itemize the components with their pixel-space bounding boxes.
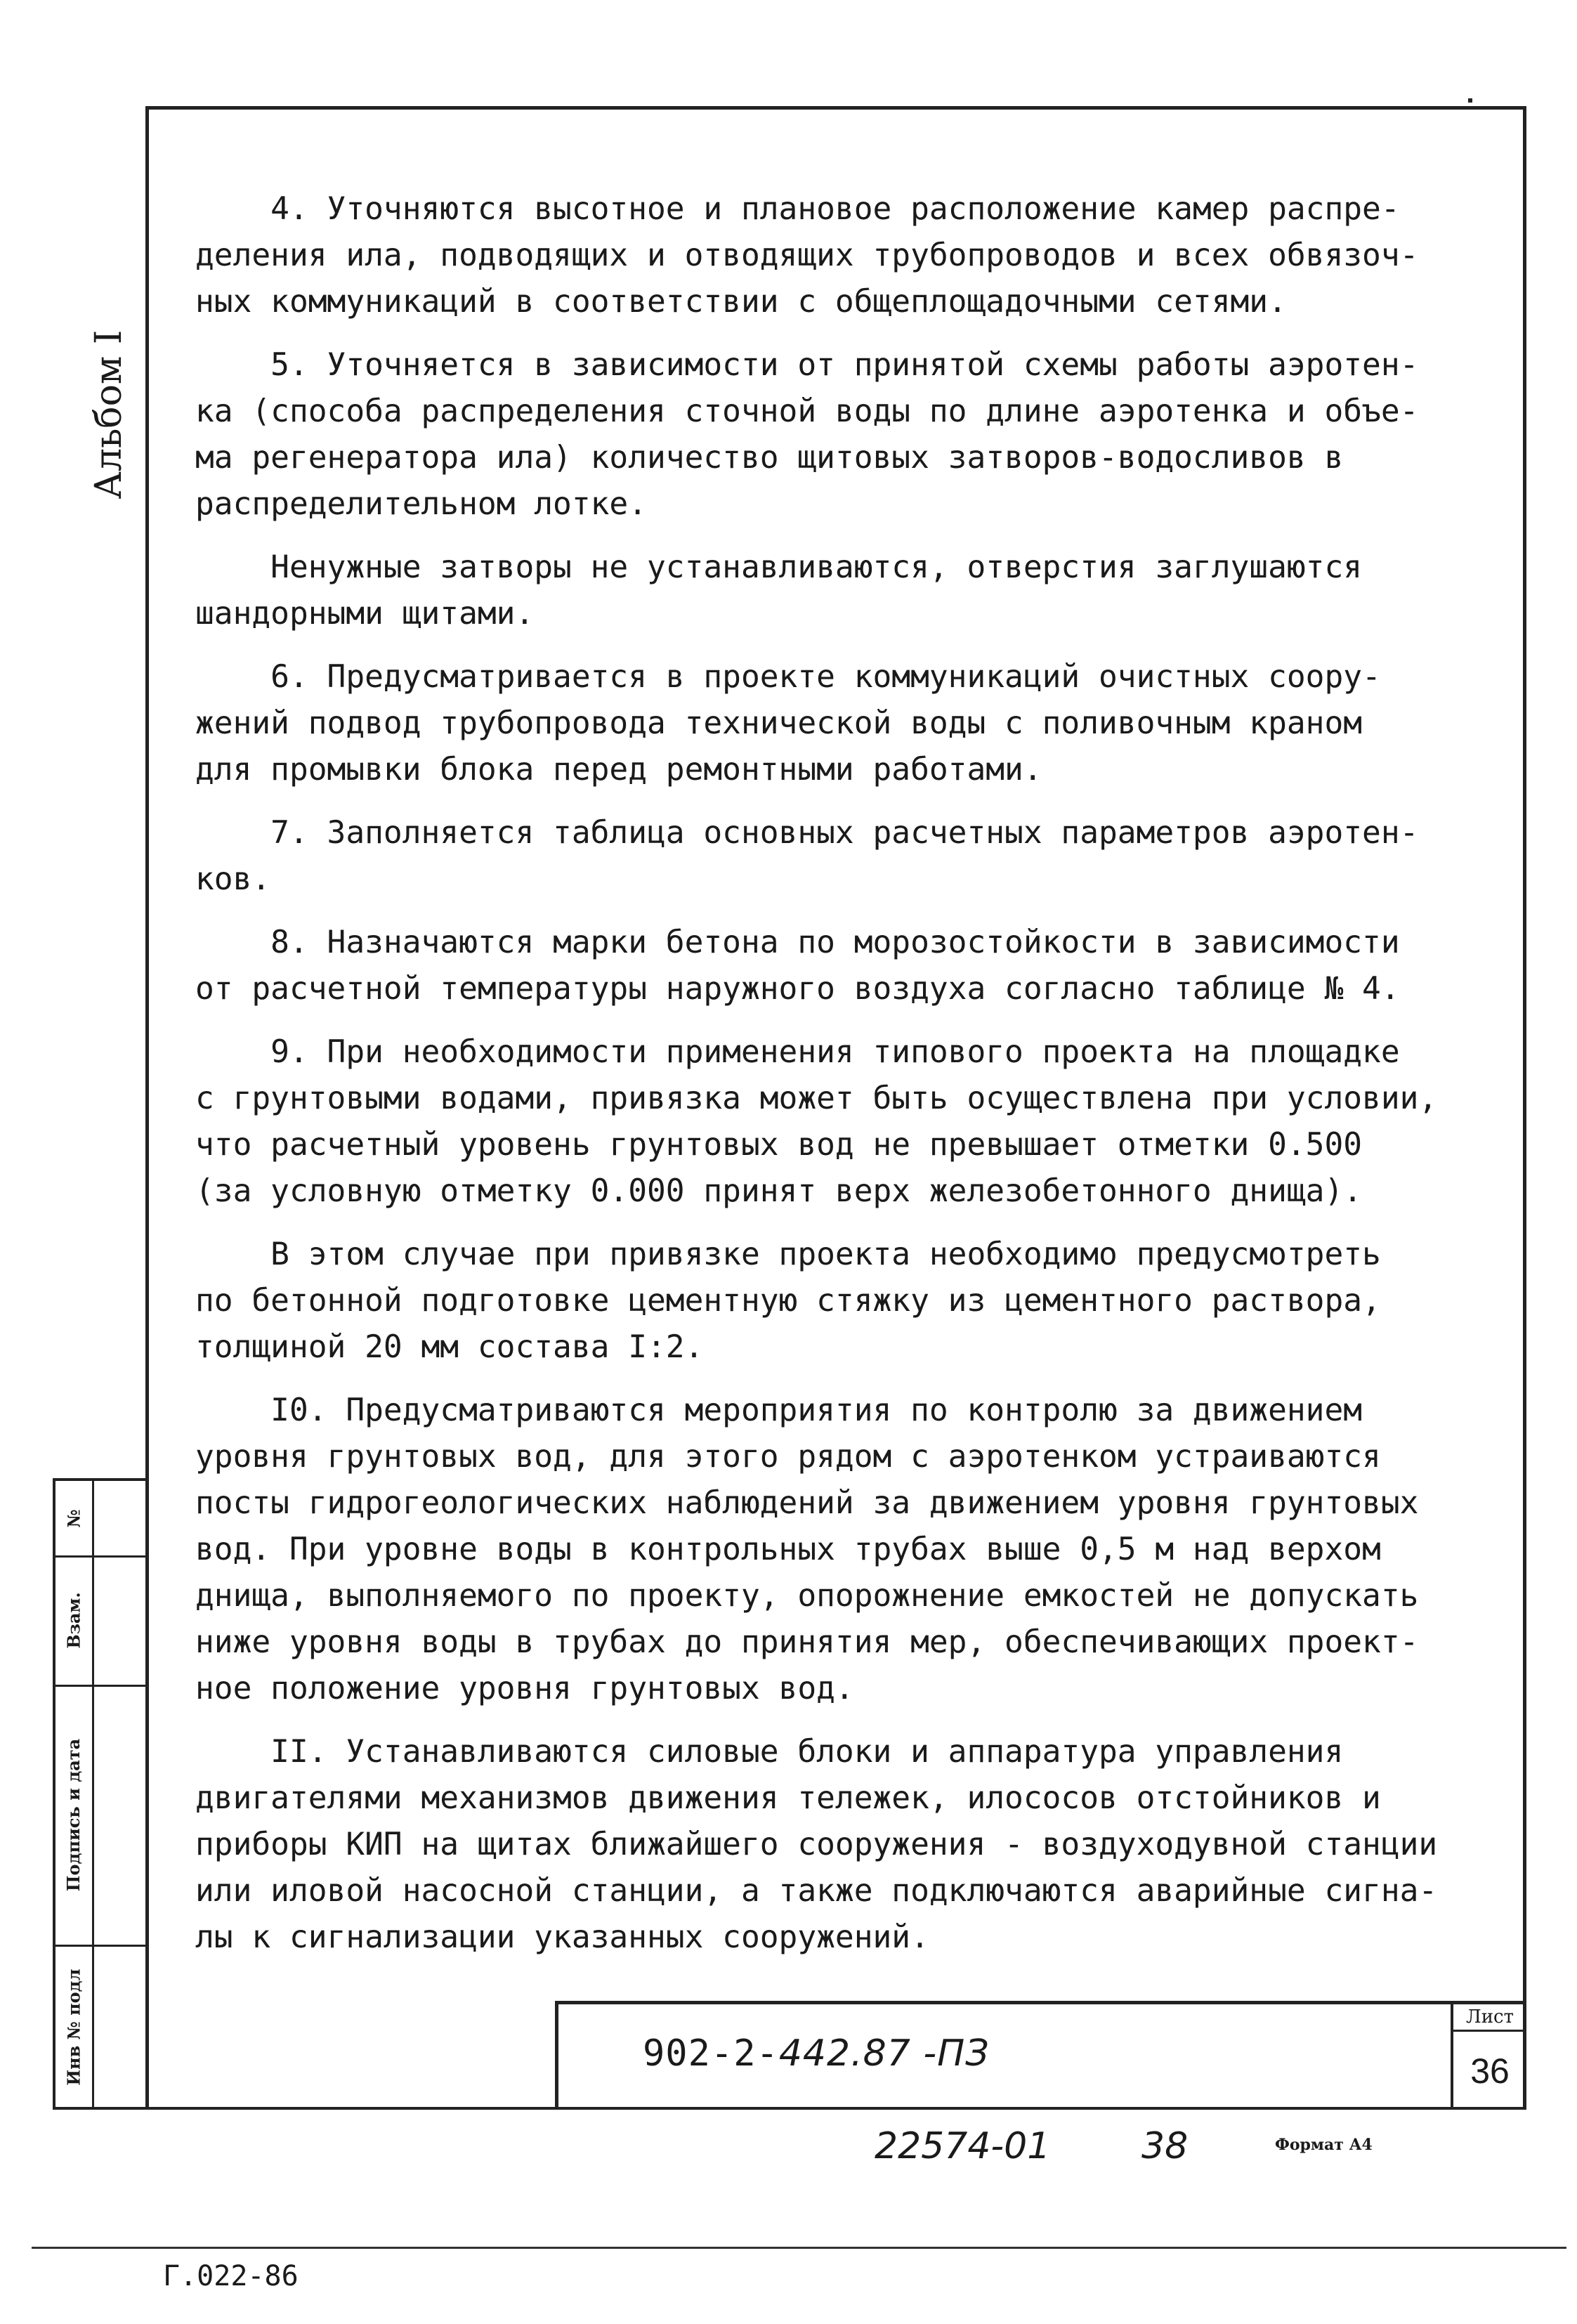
bottom-rule: [32, 2247, 1566, 2249]
paragraph-5-note: Ненужные затворы не устанавливаются, отверстия заглушаются шандорными щитами.: [195, 549, 1363, 632]
paragraph-10: I0. Предусматриваются мероприятия по контролю за движением уровня грунтовых вод, для этого рядом с аэротенком устраиваются посты гидрогеологических наблюдений за движением уровня грунтовых вод. При уровне воды в контрольных трубах выше 0,5 м над верхом днища, выполняемого по проекту, опорожнение емкостей не допускать ниже уровня воды в трубах до принятия мер, обеспечивающих проект- ное положение уровня грунтовых вод.: [195, 1392, 1419, 1706]
paragraph-7: 7. Заполняется таблица основных расчетных параметров аэротен- ков.: [195, 815, 1419, 897]
corner-mark: [1468, 98, 1472, 103]
document-body: [195, 186, 1495, 1978]
paragraph-9-note: В этом случае при привязке проекта необходимо предусмотреть по бетонной подготовке цементную стяжку из цементного раствора, толщиной 20 мм состава I:2.: [195, 1236, 1381, 1365]
stamp-divider: [92, 1481, 94, 2107]
sheet-label: Лист: [1466, 2006, 1514, 2028]
stamp-inventory-label: Инв № подл: [63, 1969, 84, 2086]
stamp-signature-label: Подпись и дата: [63, 1738, 84, 1891]
stamp-strip: [53, 1478, 145, 2110]
page-count: 38: [1141, 2125, 1189, 2167]
document-code: 902-2-442.87 -ПЗ: [643, 2032, 990, 2075]
paragraph-4: 4. Уточняются высотное и плановое расположение камер распре- деления ила, подводящих и отводящих трубопроводов и всех обвязоч- ных коммуникаций в соответствии с общеплощадочными сетями.: [195, 191, 1419, 320]
stamp-vzam-label: Взам.: [63, 1591, 84, 1649]
paragraph-5: 5. Уточняется в зависимости от принятой схемы работы аэротен- ка (способа распределения сточной воды по длине аэротенка и объе- ма регенератора ила) количество щитовых затворов-водосливов в распределительном лотке.: [195, 347, 1419, 522]
format-label: Формат А4: [1275, 2136, 1373, 2154]
form-code: Г.022-86: [163, 2260, 299, 2292]
paragraph-8: 8. Назначаются марки бетона по морозостойкости в зависимости от расчетной температуры наружного воздуха согласно таблице № 4.: [195, 925, 1400, 1007]
paragraph-6: 6. Предусматривается в проекте коммуникаций очистных соору- жений подвод трубопровода технической воды с поливочным краном для промывки блока перед ремонтными работами.: [195, 659, 1381, 788]
sheet-number: 36: [1470, 2051, 1510, 2091]
inventory-number: 22574-01: [875, 2125, 1051, 2167]
title-block-divider: [1451, 2030, 1523, 2032]
album-label: Альбом I: [88, 329, 130, 500]
stamp-no-label: №: [63, 1508, 84, 1528]
title-block: [555, 2001, 1526, 2110]
paragraph-9: 9. При необходимости применения типового проекта на площадке с грунтовыми водами, привязка может быть осуществлена при условии, что расчетный уровень грунтовых вод не превышает отметки 0.500 (за условную отметку 0.000 принят верх железобетонного днища).: [195, 1034, 1438, 1209]
paragraph-11: II. Устанавливаются силовые блоки и аппаратура управления двигателями механизмов движения тележек, илососов отстойников и приборы КИП на щитах ближайшего сооружения - воздуходувной станции или иловой насосной станции, а также подключаются аварийные сигна- лы к сигнализации указанных сооружений.: [195, 1734, 1438, 1955]
